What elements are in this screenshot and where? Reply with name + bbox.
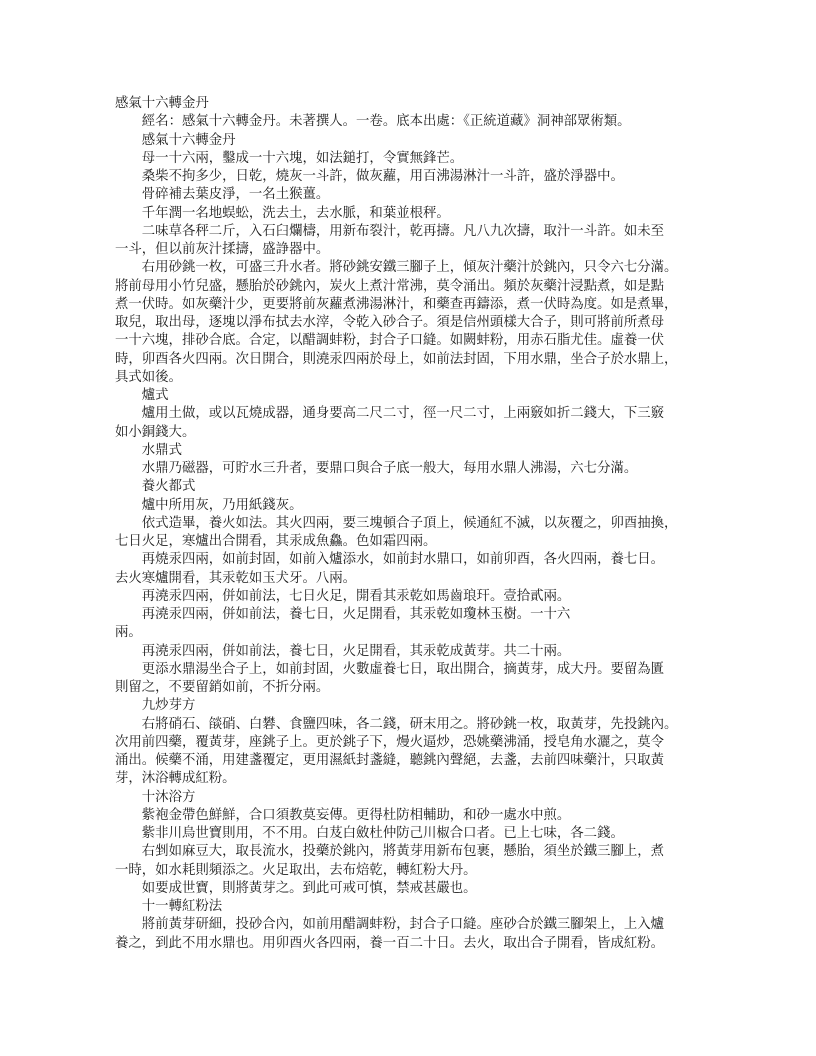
- text-line: 經名：感氣十六轉金丹。未著撰人。一卷。底本出處：《正統道藏》洞神部眾術類。: [141, 113, 631, 129]
- text-line: 爐用土做，或以瓦燒成器，通身要高二尺二寸，徑一尺二寸，上兩竅如折二錢大，下三竅: [141, 405, 665, 421]
- text-line: 右將硝石、燄硝、白礬、食鹽四味，各二錢，研末用之。將砂銚一枚，取黃芽，先投銚內。: [141, 715, 678, 731]
- text-line: 右剉如麻豆大，取長流水，投藥於銚內，將黃芽用新布包裹，懸胎，須坐於鐵三腳上，煮: [141, 843, 665, 859]
- text-line: 紫袍金帶色鮮鮮，合口須教莫妄傳。更得杜防相輔助，和砂一處水中煎。: [141, 806, 571, 822]
- text-line: 再澆汞四兩，併如前法，養七日，火足開看，其汞乾成黃芽。共二十兩。: [141, 642, 571, 658]
- text-line: 十沐浴方: [141, 788, 196, 804]
- text-line: 兩。: [115, 624, 142, 640]
- text-line: 爐式: [141, 387, 169, 402]
- text-line: 二味草各秤二斤，入石臼爛檮，用新布裂汁，乾再擣。凡八九次擣，取汁一斗許。如未至: [141, 222, 665, 238]
- text-line: 則留之，不要留銷如前，不折分兩。: [115, 679, 330, 694]
- text-line: 水鼎乃磁器，可貯水三升者，要鼎口與合子底一般大，每用水鼎人沸湯，六七分滿。: [141, 460, 638, 475]
- text-line: 千年潤一名地蜈蚣，洗去土，去水脈，和葉並根秤。: [141, 204, 450, 220]
- text-line: 水鼎式: [141, 441, 182, 457]
- text-line: 再燒汞四兩，如前封固，如前入爐添水，如前封水鼎口，如前卯酉，各火四兩，養七日。: [141, 551, 665, 567]
- text-line: 再澆汞四兩，併如前法，養七日，火足開看，其汞乾如瓊林玉樹。一十六: [141, 606, 571, 621]
- text-line: 一時，如水耗則頻添之。火足取出，去布焙乾，轉紅粉大丹。: [115, 861, 477, 877]
- text-line: 次用前四藥，覆黃芽，座銚子上。更於銚子下，熳火逼炒，恐姚藥沸涌，授皂角水灑之，莫令: [115, 733, 665, 749]
- text-line: 右用砂銚一枚，可盛三升水者。將砂銚安鐵三腳子上，傾灰汁藥汁於銚內，只令六七分滿。: [141, 259, 678, 275]
- text-line: 依式造畢，養火如法。其火四兩，要三塊頓合子頂上，候通紅不滅，以灰覆之，卯酉抽換，: [141, 514, 678, 530]
- text-line: 去火寒爐開看，其汞乾如玉犬牙。八兩。: [115, 569, 357, 585]
- text-line: 將前黃芽研細，投砂合內，如前用醋調蚌粉，封合子口縫。座砂合於鐵三腳架上，上入爐: [141, 916, 665, 932]
- text-line: 養火都式: [141, 478, 196, 494]
- text-line: 如小銅錢大。: [115, 423, 196, 439]
- text-line: 煮一伏時。如灰藥汁少，更要將前灰蘿煮沸湯淋汁，和藥查再鑄添，煮一伏時為度。如是煮畢，: [115, 295, 678, 311]
- text-line: 一十六塊，排砂合底。合定，以醋調蚌粉，封合子口縫。如闕蚌粉，用赤石脂尤佳。虛養一伏: [115, 332, 665, 348]
- text-line: 時，卯酉各火四兩。次日開合，則澆汞四兩於母上，如前法封固，下用水鼎，坐合子於水鼎上，: [115, 350, 678, 366]
- text-line: 取兒，取出母，逐塊以淨布拭去水滓，令乾入砂合子。須是信州頭樣大合子，則可將前所煮母: [115, 314, 665, 329]
- document-text: [115, 94, 709, 952]
- document-title-line: 感氣十六轉金丹: [115, 95, 209, 110]
- text-line: 涌出。候藥不涌，用建盞覆定，更用濕紙封盞縫，聽銚內聲絕，去盞，去前四味藥汁，只取黃: [115, 752, 665, 767]
- text-line: 十一轉紅粉法: [141, 898, 223, 913]
- text-line: 感氣十六轉金丹: [141, 131, 236, 147]
- text-line: 紫非川烏世寶則用，不不用。白芨白斂杜仲防己川椒合口者。已上七味，各二錢。: [141, 825, 624, 840]
- text-line: 桑柴不拘多少，日乾，燒灰一斗許，做灰蘿，用百沸湯淋汁一斗許，盛於淨器中。: [141, 168, 624, 183]
- text-line: 具式如後。: [115, 368, 182, 384]
- text-line: 養之，到此不用水鼎也。用卯酉火各四兩，養一百二十日。去火，取出合子開看，皆成紅粉。: [115, 934, 665, 950]
- text-line: 將前母用小竹兒盛，懸胎於砂銚內，炭火上煮汁常沸，莫令涌出。頻於灰藥汁浸點煮，如是點: [115, 277, 665, 293]
- text-line: 七日火足，寒爐出合開看，其汞成魚鱻。色如霜四兩。: [115, 533, 437, 548]
- text-line: 爐中所用灰，乃用紙錢灰。: [141, 496, 303, 512]
- text-line: 芽，沐浴轉成紅粉。: [115, 770, 236, 786]
- text-line: 九炒芽方: [141, 697, 196, 713]
- text-line: 再澆汞四兩，併如前法，七日火足，開看其汞乾如馬齒琅玕。壹拾貳兩。: [141, 587, 571, 603]
- text-line: 更添水鼎湯坐合子上，如前封固，火數虛養七日，取出開合，摘黃芽，成大丹。要留為匱: [141, 660, 665, 676]
- text-line: 母一十六兩，鑿成一十六塊，如法鎚打，令實無鋒芒。: [141, 149, 464, 165]
- text-line: 一斗，但以前灰汁揉擣，盛諍器中。: [115, 241, 330, 256]
- text-line: 如要成世寶，則將黃芽之。到此可戒可慎，禁戒甚嚴也。: [141, 879, 477, 895]
- text-line: 骨碎補去葉皮淨，一名土猴薑。: [141, 186, 330, 202]
